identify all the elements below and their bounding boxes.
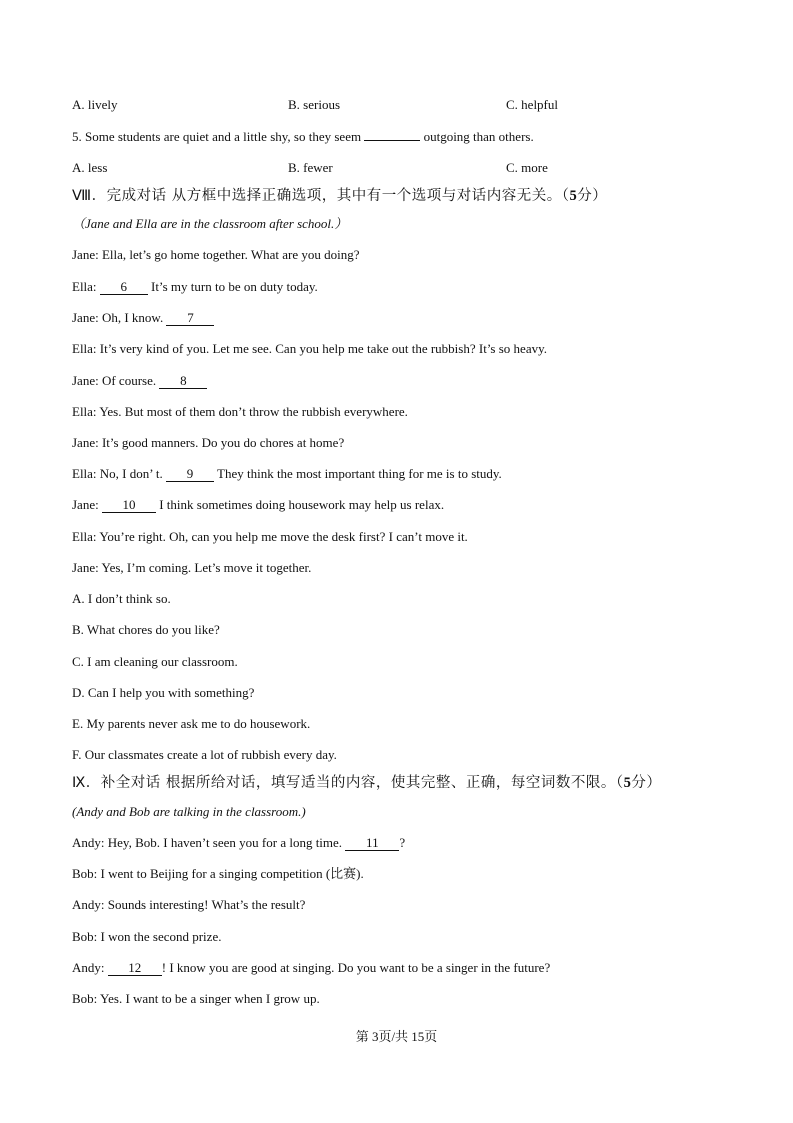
section9-context: (Andy and Bob are talking in the classroom.) xyxy=(72,804,306,819)
q4-option-c: C. helpful xyxy=(506,97,558,112)
blank-6[interactable]: 6 xyxy=(100,280,148,295)
dialog9-line-5-speaker: Andy: xyxy=(72,960,105,975)
choice-f: F. Our classmates create a lot of rubbish every day. xyxy=(72,747,337,762)
dialog8-line-5-text: Jane: Of course. xyxy=(72,373,157,388)
q5-stem-before: 5. Some students are quiet and a little shy, so they seem xyxy=(72,129,362,144)
dialog9-line-5-after: ! I know you are good at singing. Do you want to be a singer in the future? xyxy=(161,960,551,975)
dialog8-line-10: Ella: You’re right. Oh, can you help me move the desk first? I can’t move it. xyxy=(72,529,468,544)
dialog8-line-9-after: I think sometimes doing housework may help us relax. xyxy=(159,497,445,512)
dialog8-line-3-text: Jane: Oh, I know. xyxy=(72,310,164,325)
q5-option-c: C. more xyxy=(506,160,548,175)
dialog8-line-9 xyxy=(72,496,444,514)
dialog9-line-1-after: ? xyxy=(399,835,406,850)
choice-e: E. My parents never ask me to do housework. xyxy=(72,716,311,731)
section9-score: 5 xyxy=(623,775,632,791)
dialog8-line-1: Jane: Ella, let’s go home together. What are you doing? xyxy=(72,247,360,262)
choice-a: A. I don’t think so. xyxy=(72,591,171,606)
section8-score-unit: 分） xyxy=(577,188,608,204)
dialog9-line-3: Andy: Sounds interesting! What’s the result? xyxy=(72,897,306,912)
blank-7[interactable]: 7 xyxy=(166,311,214,326)
section9-heading xyxy=(72,773,661,793)
q4-option-a: A. lively xyxy=(72,97,118,112)
q5-stem xyxy=(72,128,534,146)
choice-b: B. What chores do you like? xyxy=(72,622,220,637)
section8-context: （Jane and Ella are in the classroom after school.） xyxy=(72,216,348,231)
dialog8-line-4: Ella: It’s very kind of you. Let me see. Can you help me take out the rubbish? It’s so heavy. xyxy=(72,341,547,356)
dialog8-line-7: Jane: It’s good manners. Do you do chores at home? xyxy=(72,435,345,450)
blank-12[interactable]: 12 xyxy=(108,961,162,976)
q4-option-b: B. serious xyxy=(288,97,340,112)
dialog8-line-6: Ella: Yes. But most of them don’t throw the rubbish everywhere. xyxy=(72,404,408,419)
section8-title: Ⅷ．完成对话 从方框中选择正确选项，其中有一个选项与对话内容无关。（ xyxy=(72,188,570,204)
blank-9[interactable]: 9 xyxy=(166,467,214,482)
dialog9-line-2: Bob: I went to Beijing for a singing competition (比赛). xyxy=(72,866,364,881)
q5-blank xyxy=(364,140,420,141)
q5-stem-after: outgoing than others. xyxy=(423,129,534,144)
dialog9-line-5 xyxy=(72,959,550,977)
choice-d: D. Can I help you with something? xyxy=(72,685,255,700)
dialog8-line-5 xyxy=(72,372,207,390)
blank-10[interactable]: 10 xyxy=(102,498,156,513)
dialog9-line-1 xyxy=(72,834,405,852)
dialog8-line-2-speaker: Ella: xyxy=(72,279,97,294)
q5-option-a: A. less xyxy=(72,160,108,175)
dialog9-line-1-text: Andy: Hey, Bob. I haven’t seen you for a long time. xyxy=(72,835,343,850)
dialog8-line-8 xyxy=(72,465,502,483)
dialog8-line-8-text: Ella: No, I don’ t. xyxy=(72,466,163,481)
dialog8-line-3 xyxy=(72,309,214,327)
section9-title: Ⅸ．补全对话 根据所给对话，填写适当的内容，使其完整、正确，每空词数不限。（ xyxy=(72,775,624,791)
dialog8-line-2-text: It’s my turn to be on duty today. xyxy=(151,279,318,294)
dialog8-line-11: Jane: Yes, I’m coming. Let’s move it together. xyxy=(72,560,312,575)
dialog9-line-4: Bob: I won the second prize. xyxy=(72,929,222,944)
blank-11[interactable]: 11 xyxy=(345,836,399,851)
section8-heading xyxy=(72,186,607,206)
dialog8-line-2 xyxy=(72,278,318,296)
dialog8-line-8-after: They think the most important thing for me is to study. xyxy=(217,466,502,481)
page-footer: 第 3页/共 15页 xyxy=(355,1029,438,1044)
dialog9-line-6: Bob: Yes. I want to be a singer when I grow up. xyxy=(72,991,320,1006)
q5-option-b: B. fewer xyxy=(288,160,333,175)
dialog8-line-9-speaker: Jane: xyxy=(72,497,99,512)
section8-score: 5 xyxy=(569,188,578,204)
blank-8[interactable]: 8 xyxy=(159,374,207,389)
choice-c: C. I am cleaning our classroom. xyxy=(72,654,238,669)
section9-score-unit: 分） xyxy=(631,775,662,791)
